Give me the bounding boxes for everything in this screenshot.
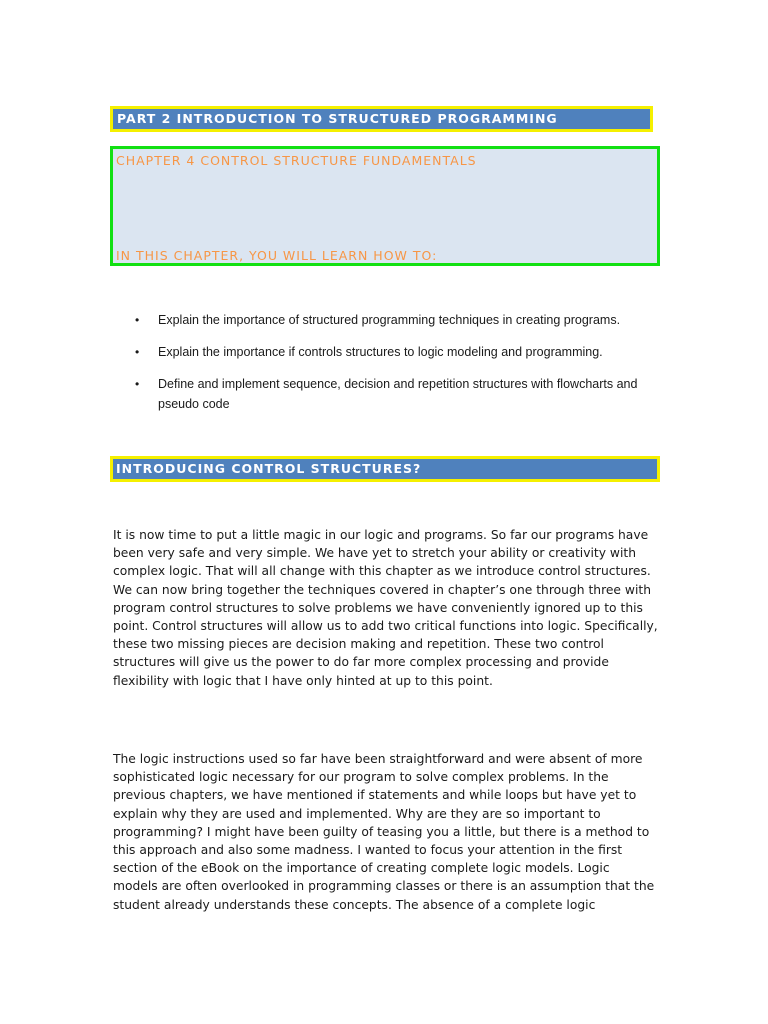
part-heading (110, 106, 653, 132)
section-heading-text: INTRODUCING CONTROL STRUCTURES? (116, 461, 422, 476)
section-heading (110, 456, 660, 482)
chapter-box (110, 146, 660, 266)
objective-text: Define and implement sequence, decision and repetition structures with flowcharts and pseudo code (158, 377, 638, 411)
objective-item (135, 343, 655, 363)
chapter-learn-heading: IN THIS CHAPTER, YOU WILL LEARN HOW TO: (116, 248, 438, 263)
bullet-icon: • (135, 345, 140, 359)
part-heading-text: PART 2 INTRODUCTION TO STRUCTURED PROGRAMMING (117, 111, 558, 126)
bullet-icon: • (135, 313, 140, 327)
chapter-title: CHAPTER 4 CONTROL STRUCTURE FUNDAMENTALS (116, 153, 477, 168)
body-paragraph: It is now time to put a little magic in our logic and programs. So far our programs have been very safe and very simple. We have yet to stretch your ability or creativity with complex logic. That will all change with this chapter as we introduce control structures. We can now bring together the techniques covered in chapter’s one through three with program control structures to solve problems we have conveniently ignored up to this point. Control structures will allow us to add two critical functions into logic. Specifically, these two missing pieces are decision making and repetition. These two control structures will give us the power to do far more complex processing and provide flexibility with logic that I have only hinted at up to this point. (113, 528, 658, 688)
objective-text: Explain the importance if controls structures to logic modeling and programming. (158, 345, 603, 359)
objective-item (135, 375, 655, 414)
body-paragraph: The logic instructions used so far have been straightforward and were absent of more sophisticated logic necessary for our program to solve complex problems. In the previous chapters, we have mentioned if statements and while loops but have yet to explain why they are used and implemented. Why are they are so important to programming? I might have been guilty of teasing you a little, but there is a method to this approach and also some madness. I wanted to focus your attention in the first section of the eBook on the importance of creating complete logic models. Logic models are often overlooked in programming classes or there is an assumption that the student already understands these concepts. The absence of a complete logic (113, 752, 655, 912)
objectives-list (135, 311, 655, 427)
bullet-icon: • (135, 377, 140, 391)
objective-item (135, 311, 655, 331)
objective-text: Explain the importance of structured programming techniques in creating programs. (158, 313, 621, 327)
